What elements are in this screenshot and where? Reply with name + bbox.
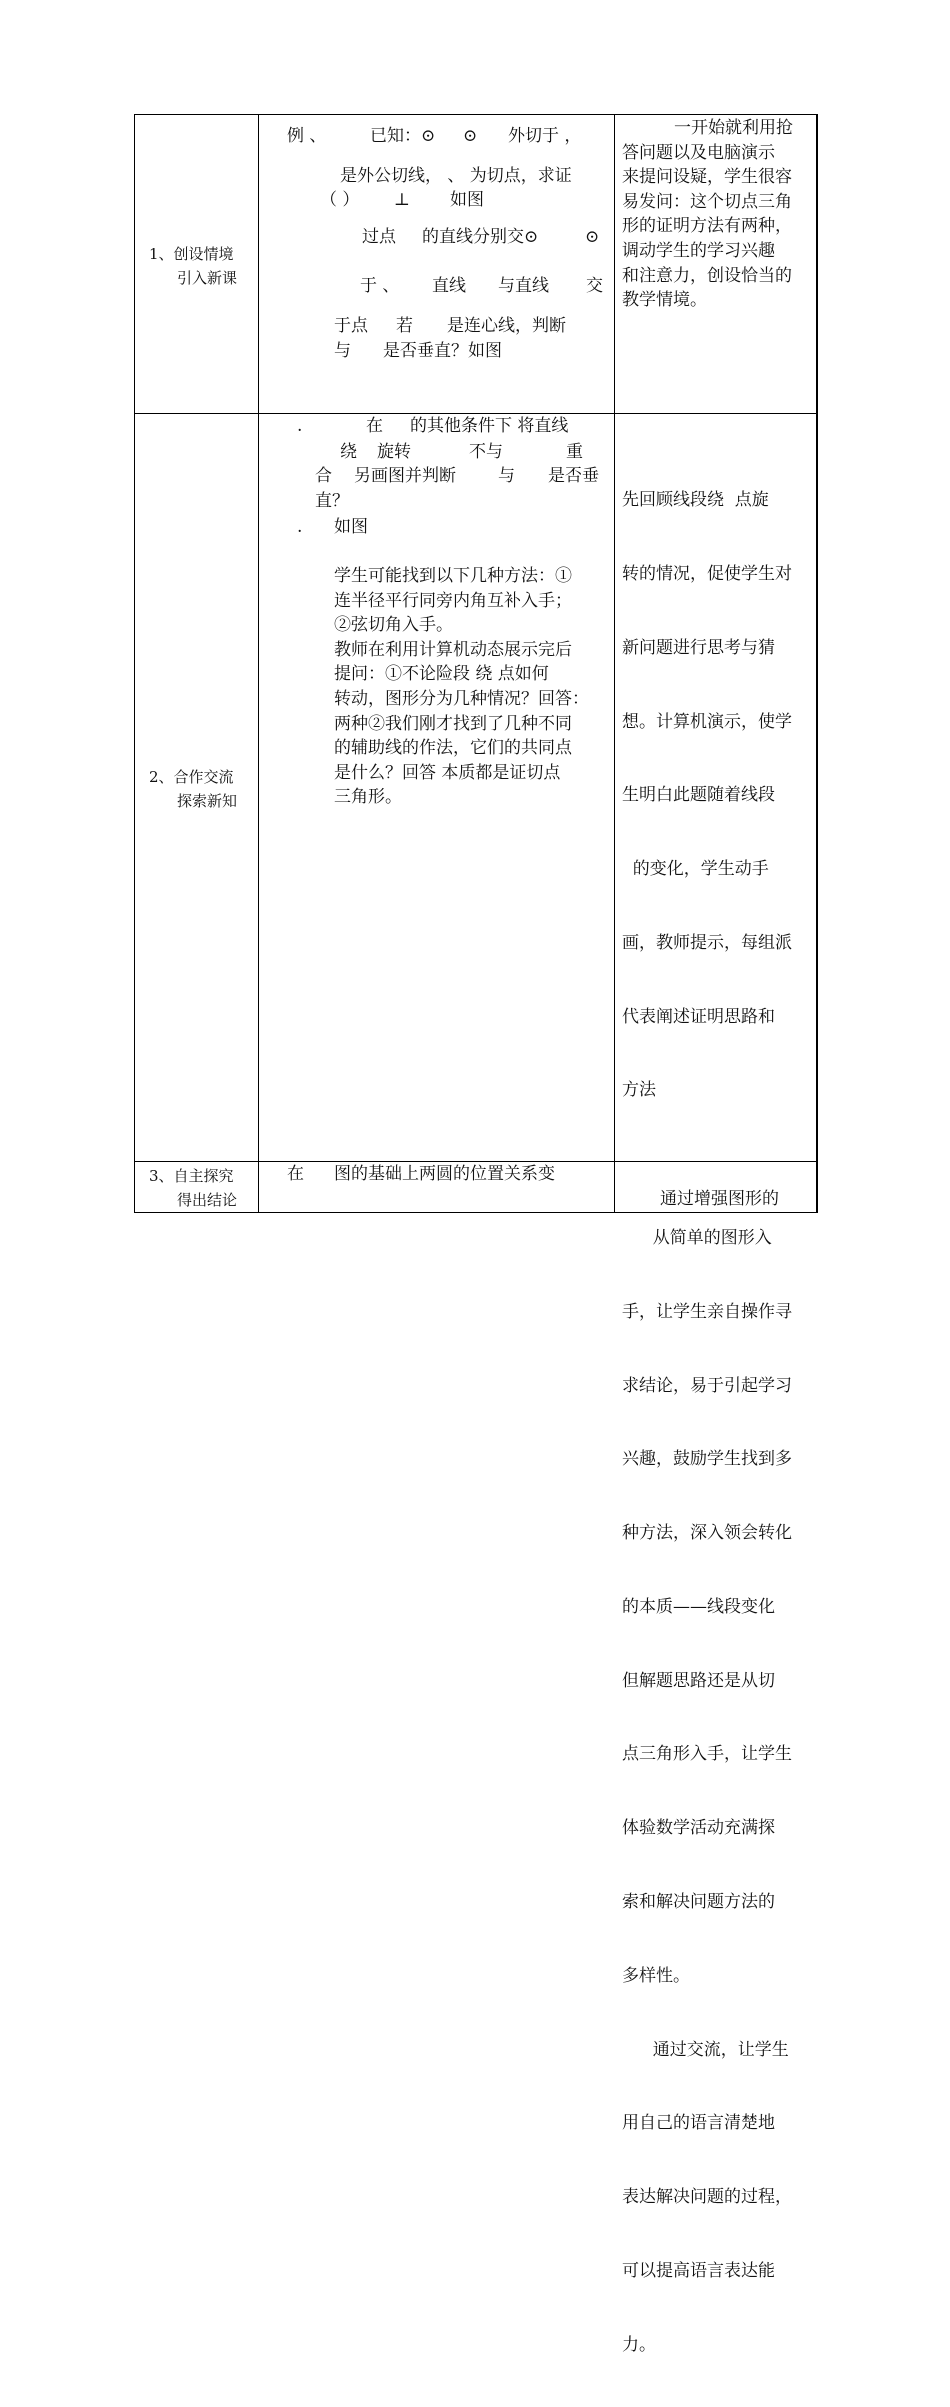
note-line: 力。: [622, 2334, 656, 2355]
note-line: 一开始就利用抢: [674, 118, 793, 138]
content-text: 直？: [315, 491, 349, 511]
content-text: 如图: [334, 517, 368, 537]
note-line: 的变化，学生动手: [622, 859, 769, 880]
note-line: 画，教师提示，每组派: [622, 932, 792, 953]
content-text: 于 、: [360, 276, 400, 296]
note-line: 先回顾线段绕 点旋: [622, 490, 769, 511]
note-line: 兴趣，鼓励学生找到多: [622, 1449, 792, 1470]
content-text: 是否垂: [548, 466, 599, 486]
note-line: 索和解决问题方法的: [622, 1892, 775, 1913]
content-text: 与: [498, 466, 515, 486]
content-line: 转动，图形分为几种情况？回答：: [334, 688, 589, 709]
content-text: ⊙: [585, 227, 600, 247]
note-line: 答问题以及电脑演示: [622, 142, 775, 163]
content-text: 在: [366, 416, 383, 436]
content-text: 若: [396, 316, 413, 336]
note-line: 代表阐述证明思路和: [622, 1006, 775, 1027]
content-text: 合: [315, 466, 332, 486]
table-border-top: [134, 114, 818, 115]
row-label: 2、合作交流: [149, 768, 234, 786]
content-text: ⊙: [463, 126, 478, 146]
note-line: 形的证明方法有两种，: [622, 216, 792, 237]
content-text: 的直线分别交⊙: [422, 227, 539, 247]
note-line: 教学情境。: [622, 290, 707, 311]
content-text: ⊥: [394, 190, 410, 210]
content-text: .: [297, 517, 303, 537]
note-line: 调动学生的学习兴趣: [622, 240, 775, 261]
note-line: 多样性。: [622, 1965, 690, 1986]
note-line: 想。计算机演示，使学: [622, 711, 792, 732]
note-line: 用自己的语言清楚地: [622, 2113, 775, 2134]
note-line: 转的情况，促使学生对: [622, 563, 792, 584]
content-text: .: [297, 416, 303, 436]
content-text: 另画图并判断: [354, 466, 456, 486]
content-line: 教师在利用计算机动态展示完后: [334, 639, 572, 660]
content-text: （ ）: [320, 190, 360, 210]
note-line: 从简单的图形入: [642, 1228, 772, 1248]
note-line: 体验数学活动充满探: [622, 1818, 775, 1839]
content-text: 已知：⊙: [370, 126, 436, 146]
content-line: 连半径平行同旁内角互补入手；: [334, 590, 572, 611]
content-text: 是否垂直？如图: [383, 341, 502, 361]
content-line: 提问：①不论险段 绕 点如何: [334, 664, 549, 685]
content-text: 与: [334, 341, 351, 361]
content-text: 是连心线，判断: [447, 316, 566, 336]
content-text: 与直线: [498, 276, 549, 296]
content-text: 旋转: [377, 442, 411, 462]
content-paragraph: [334, 564, 610, 810]
content-text: 外切于 ，: [508, 126, 582, 146]
note-line: 可以提高语言表达能: [622, 2260, 775, 2281]
content-line: 两种②我们刚才找到了几种不同: [334, 713, 572, 734]
content-text: 图的基础上两圆的位置关系变: [334, 1164, 555, 1184]
note-line: 生明白此题随着线段: [622, 785, 775, 806]
note-line: [622, 1152, 810, 1177]
content-text: 绕: [340, 442, 357, 462]
row-label: 1、创设情境: [149, 245, 234, 263]
content-text: 的其他条件下 将直线: [410, 416, 569, 436]
content-line: 是什么？回答 本质都是证切点: [334, 762, 561, 783]
content-line: 的辅助线的作法，它们的共同点: [334, 738, 572, 759]
row-label: 探索新知: [177, 792, 238, 810]
content-line: 三角形。: [334, 787, 402, 808]
table-border-right: [816, 114, 818, 1213]
row-label: 引入新课: [177, 269, 238, 287]
content-text: 是外公切线， 、 为切点，求证: [340, 166, 572, 186]
content-text: 不与: [469, 442, 503, 462]
row-label: 得出结论: [177, 1191, 238, 1209]
note-line: 种方法，深入领会转化: [622, 1523, 792, 1544]
note-line: 新问题进行思考与猜: [622, 637, 775, 658]
note-line: 的本质——线段变化: [622, 1596, 775, 1617]
note-line: 易发问：这个切点三角: [622, 191, 792, 212]
content-text: 重: [566, 442, 583, 462]
note-line: 通过交流，让学生: [642, 2039, 789, 2060]
note-line: 方法: [622, 1080, 656, 1101]
note-line: 点三角形入手，让学生: [622, 1744, 792, 1765]
note-line: 求结论，易于引起学习: [622, 1375, 792, 1396]
content-text: 例 、: [287, 126, 327, 146]
note-line: 来提问设疑，学生很容: [622, 167, 792, 188]
content-text: 于点: [334, 316, 368, 336]
content-line: ②弦切角入手。: [334, 615, 453, 636]
content-text: 过点: [362, 227, 396, 247]
note-line: 手，让学生亲自操作寻: [622, 1301, 792, 1322]
column-divider-1: [258, 114, 259, 1213]
teaching-note: [622, 439, 810, 2407]
note-line: 表达解决问题的过程，: [622, 2187, 792, 2208]
content-text: 直线: [432, 276, 466, 296]
content-text: 如图: [450, 190, 484, 210]
content-line: 学生可能找到以下几种方法：①: [334, 566, 572, 586]
table-border-left: [134, 114, 135, 1213]
column-divider-2: [614, 114, 615, 1213]
content-text: 在: [287, 1164, 304, 1184]
note-line: 但解题思路还是从切: [622, 1670, 775, 1691]
note-line: 通过增强图形的: [660, 1189, 779, 1209]
teaching-note: [622, 116, 810, 313]
content-text: 交: [586, 276, 603, 296]
note-line: 和注意力，创设恰当的: [622, 265, 792, 286]
row-label: 3、自主探究: [149, 1167, 234, 1185]
